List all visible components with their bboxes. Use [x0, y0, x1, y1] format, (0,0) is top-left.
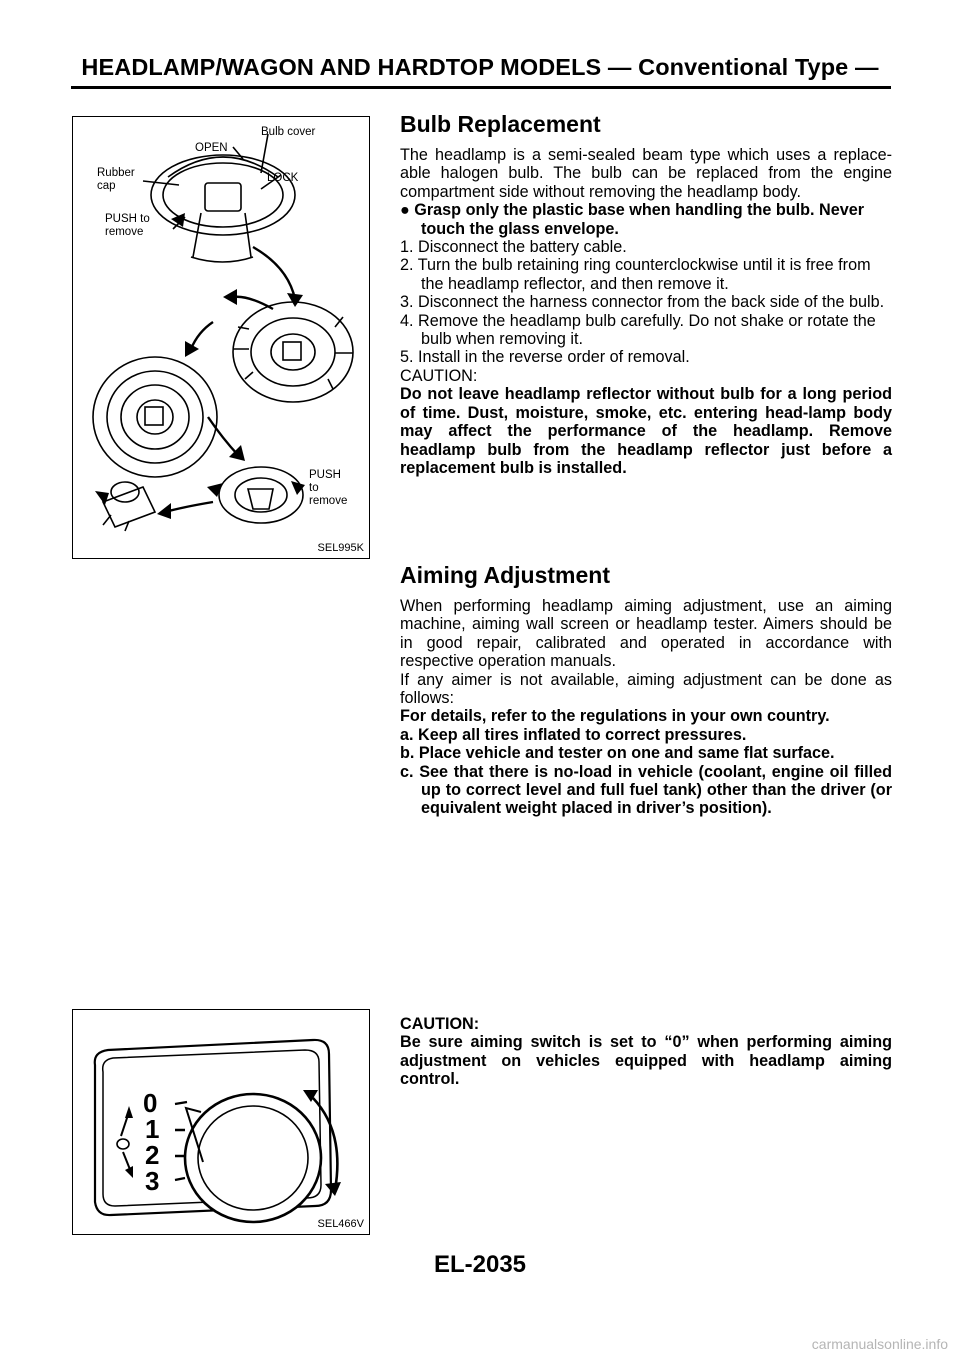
aiming-item-b: b. Place vehicle and tester on one and same flat surface. — [400, 744, 835, 763]
watermark: carmanualsonline.info — [811, 1336, 948, 1352]
header-rule — [71, 86, 891, 89]
aiming-switch-figure — [72, 1009, 370, 1235]
page-header-title: HEADLAMP/WAGON AND HARDTOP MODELS — Conventional Type — — [81, 54, 879, 80]
label-push-to-remove-bottom: PUSH to remove — [309, 469, 348, 507]
aiming-caution-section — [400, 1015, 892, 1089]
bulb-step-2: 2. Turn the bulb retaining ring counterclockwise until it is free from the headlamp reflector, and then remove it. — [400, 256, 871, 293]
bulb-step-5: 5. Install in the reverse order of removal. — [400, 348, 690, 367]
label-open: OPEN — [195, 142, 228, 154]
dial-number-1: 1 — [145, 1114, 160, 1144]
figure-code-sel466v: SEL466V — [317, 1218, 364, 1230]
aiming-caution-text: Be sure aiming switch is set to “0” when performing aiming adjustment on vehicles equipped with headlamp aiming control. — [400, 1033, 892, 1089]
bulb-caution-text: Do not leave headlamp reflector without bulb for a long period of time. Dust, moisture, smoke, etc. entering head-lamp body may affect the performance of the headlamp. Remove headlamp bulb from the headlamp reflector just before a replacement bulb is installed. — [400, 385, 892, 477]
aiming-regulations-note: For details, refer to the regulations in your own country. — [400, 707, 830, 726]
bulb-intro: The headlamp is a semi-sealed beam type which uses a replace-able halogen bulb. The bulb can be replaced from the engine compartment side without removing the headlamp body. — [400, 146, 892, 201]
bulb-caution-label: CAUTION: — [400, 366, 478, 385]
label-lock: LOCK — [267, 172, 299, 184]
bulb-replacement-title: Bulb Replacement — [400, 111, 601, 137]
bulb-step-4: 4. Remove the headlamp bulb carefully. Do not shake or rotate the bulb when removing it. — [400, 311, 876, 349]
aiming-switch-illustration — [73, 1010, 369, 1234]
dial-number-0: 0 — [143, 1088, 158, 1118]
bulb-handling-text: Grasp only the plastic base when handling the bulb. Never touch the glass envelope. — [414, 201, 865, 238]
label-bulb-cover: Bulb cover — [261, 126, 316, 138]
aiming-paragraph-1: When performing headlamp aiming adjustment, use an aiming machine, aiming wall screen or headlamp tester. Aimers should be in good repair, calibrated and operated in accordance with respective operation manuals. — [400, 597, 892, 671]
bulb-replacement-illustration — [73, 117, 369, 558]
bulb-replacement-figure — [72, 116, 370, 559]
aiming-paragraph-2: If any aimer is not available, aiming adjustment can be done as follows: — [400, 670, 892, 708]
aiming-item-a: a. Keep all tires inflated to correct pressures. — [400, 725, 747, 744]
figure-code-sel995k: SEL995K — [317, 542, 364, 554]
dial-number-3: 3 — [145, 1166, 160, 1196]
aiming-caution-label: CAUTION: — [400, 1015, 480, 1033]
aiming-item-c: c. See that there is no-load in vehicle (coolant, engine oil filled up to correct level and full fuel tank) other than the driver (or equivalent weight placed in driver’s position). — [400, 762, 892, 818]
label-rubber-cap: Rubber cap — [97, 167, 135, 192]
dial-number-2: 2 — [145, 1140, 160, 1170]
bullet-icon: ● — [400, 201, 415, 220]
aiming-adjustment-section — [400, 561, 892, 818]
bulb-step-1: 1. Disconnect the battery cable. — [400, 238, 627, 257]
label-push-to-remove-top: PUSH to remove — [105, 213, 150, 238]
bulb-handling-bullet — [400, 201, 892, 238]
page-number: EL-2035 — [433, 1251, 527, 1278]
bulb-step-3: 3. Disconnect the harness connector from the back side of the bulb. — [400, 293, 885, 312]
aiming-adjustment-title: Aiming Adjustment — [400, 562, 610, 588]
bulb-replacement-section — [400, 110, 892, 477]
